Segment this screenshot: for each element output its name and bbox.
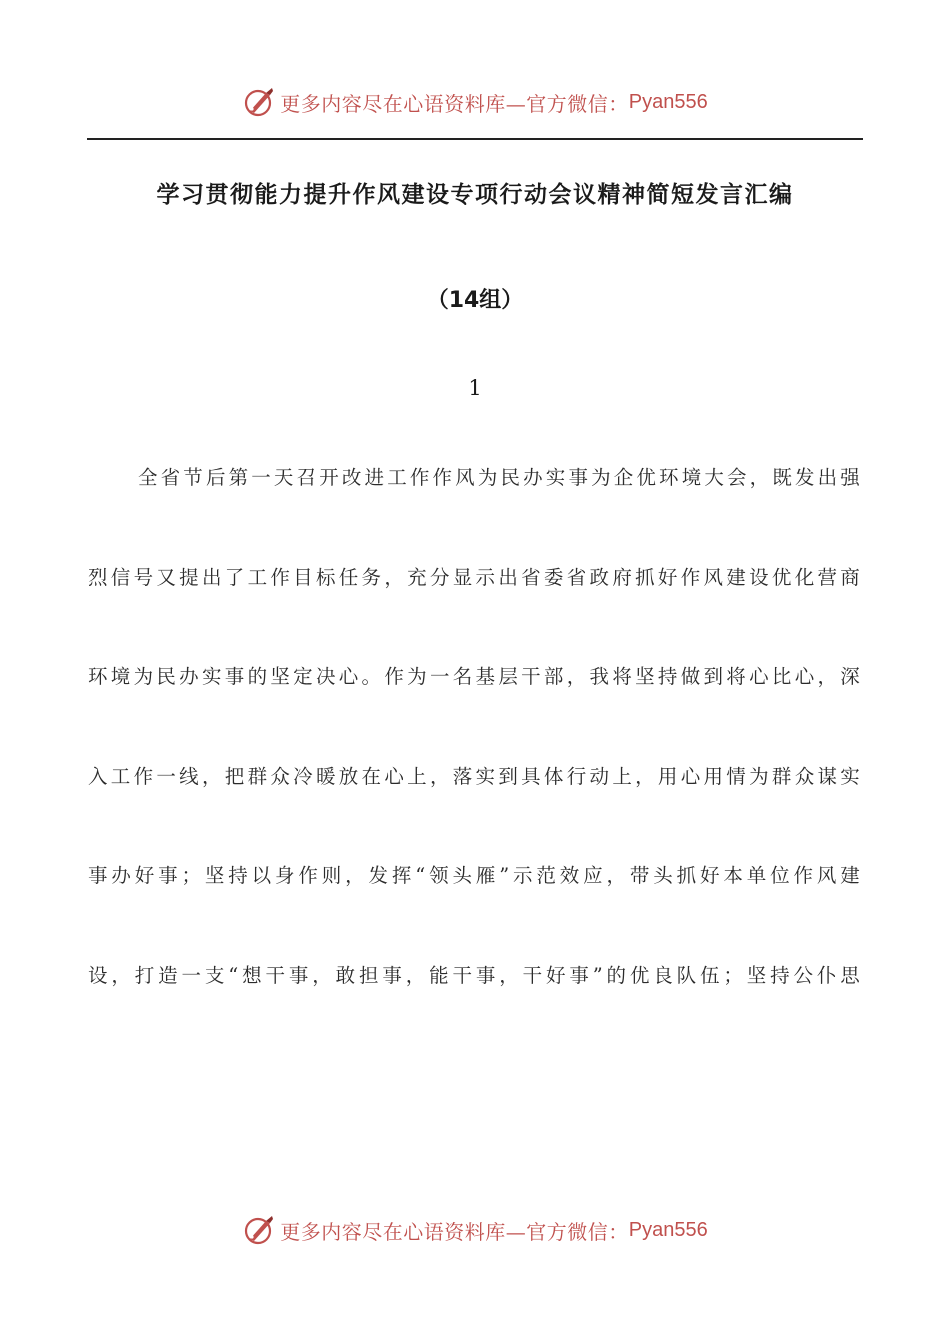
header-watermark — [0, 82, 950, 122]
header-divider — [87, 138, 863, 140]
document-subtitle: （14组） — [426, 288, 524, 313]
pen-logo-icon — [242, 85, 276, 119]
paragraph-line: 烈信号又提出了工作目标任务，充分显示出省委省政府抓好作风建设优化营商 — [88, 566, 862, 589]
watermark-wechat-id: Pyan556 — [628, 90, 708, 113]
watermark-wechat-id: Pyan556 — [628, 1218, 708, 1241]
paragraph-line: 入工作一线，把群众冷暖放在心上，落实到具体行动上，用心用情为群众谋实 — [88, 765, 862, 788]
paragraph-line: 环境为民办实事的坚定决心。作为一名基层干部，我将坚持做到将心比心，深 — [88, 665, 862, 688]
document-title: 学习贯彻能力提升作风建设专项行动会议精神简短发言汇编 — [156, 182, 794, 208]
section-number: 1 — [468, 376, 482, 400]
watermark-text: 更多内容尽在心语资料库—官方微信： — [280, 1219, 629, 1244]
pen-logo-icon — [242, 1213, 276, 1247]
footer-watermark — [0, 1210, 950, 1250]
paragraph-line: 全省节后第一天召开改进工作作风为民办实事为企优环境大会，既发出强 — [138, 466, 862, 489]
paragraph-line: 事办好事；坚持以身作则，发挥“领头雁”示范效应，带头抓好本单位作风建 — [88, 864, 862, 887]
paragraph-line: 设，打造一支“想干事，敢担事，能干事，干好事”的优良队伍；坚持公仆思 — [88, 964, 862, 987]
watermark-text: 更多内容尽在心语资料库—官方微信： — [280, 91, 629, 116]
